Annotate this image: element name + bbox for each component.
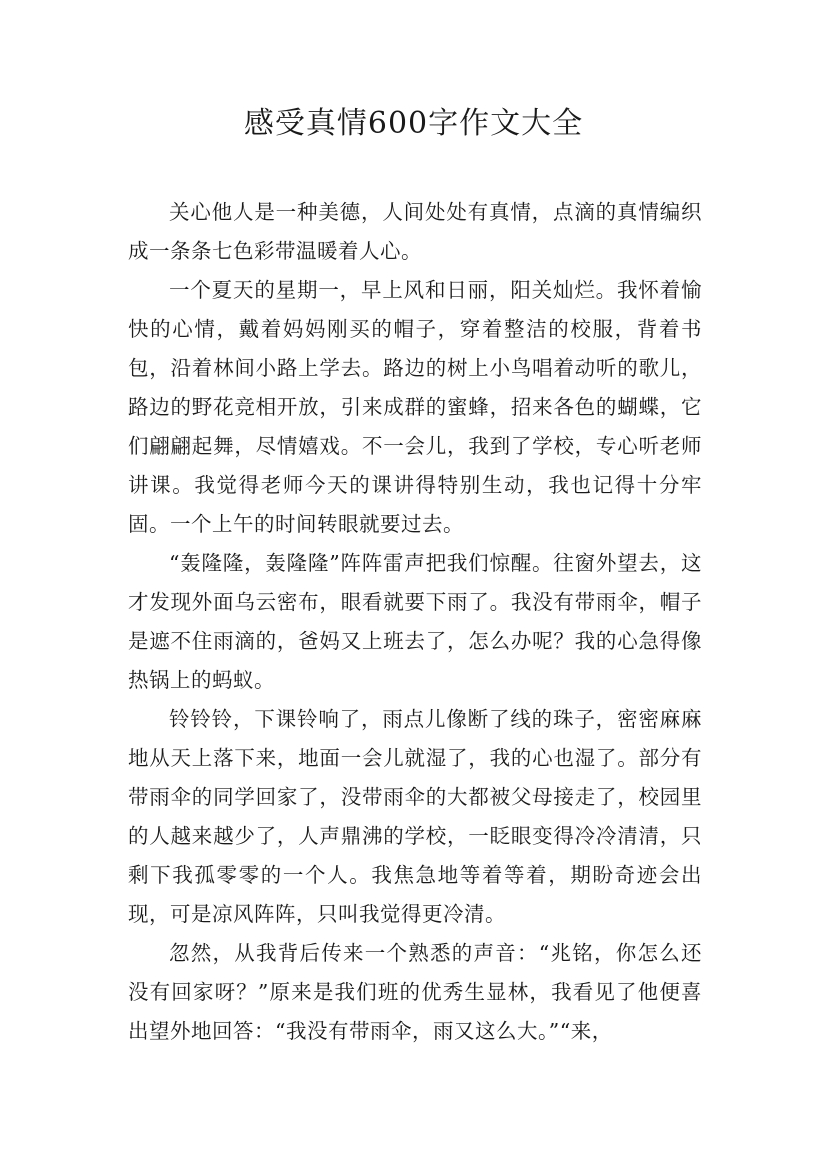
paragraph: 铃铃铃，下课铃响了，雨点儿像断了线的珠子，密密麻麻地从天上落下来，地面一会儿就湿了，我的心也湿了。部分有带雨伞的同学回家了，没带雨伞的大都被父母接走了，校园里的人越来越少了，人声鼎沸的学校，一眨眼变得冷冷清清，只剩下我孤零零的一个人。我焦急地等着等着，期盼奇迹会出现，可是凉风阵阵，只叫我觉得更冷清。 <box>128 707 702 926</box>
paragraph: 关心他人是一种美德，人间处处有真情，点滴的真情编织成一条条七色彩带温暖着人心。 <box>128 200 702 263</box>
paragraph: 忽然，从我背后传来一个熟悉的声音：“兆铭，你怎么还没有回家呀？”原来是我们班的优秀生显林，我看见了他便喜出望外地回答：“我没有带雨伞，雨又这么大。”“来， <box>128 941 702 1043</box>
paragraph: “轰隆隆，轰隆隆”阵阵雷声把我们惊醒。往窗外望去，这才发现外面乌云密布，眼看就要下雨了。我没有带雨伞，帽子是遮不住雨滴的，爸妈又上班去了，怎么办呢？我的心急得像热锅上的蚂蚁。 <box>128 551 702 692</box>
paragraph: 一个夏天的星期一，早上风和日丽，阳关灿烂。我怀着愉快的心情，戴着妈妈刚买的帽子，穿着整洁的校服，背着书包，沿着林间小路上学去。路边的树上小鸟唱着动听的歌儿，路边的野花竞相开放，引来成群的蜜蜂，招来各色的蝴蝶，它们翩翩起舞，尽情嬉戏。不一会儿，我到了学校，专心听老师讲课。我觉得老师今天的课讲得特别生动，我也记得十分牢固。一个上午的时间转眼就要过去。 <box>128 278 702 536</box>
document-title: 感受真情600字作文大全 <box>243 106 584 141</box>
document-body <box>128 193 702 1051</box>
